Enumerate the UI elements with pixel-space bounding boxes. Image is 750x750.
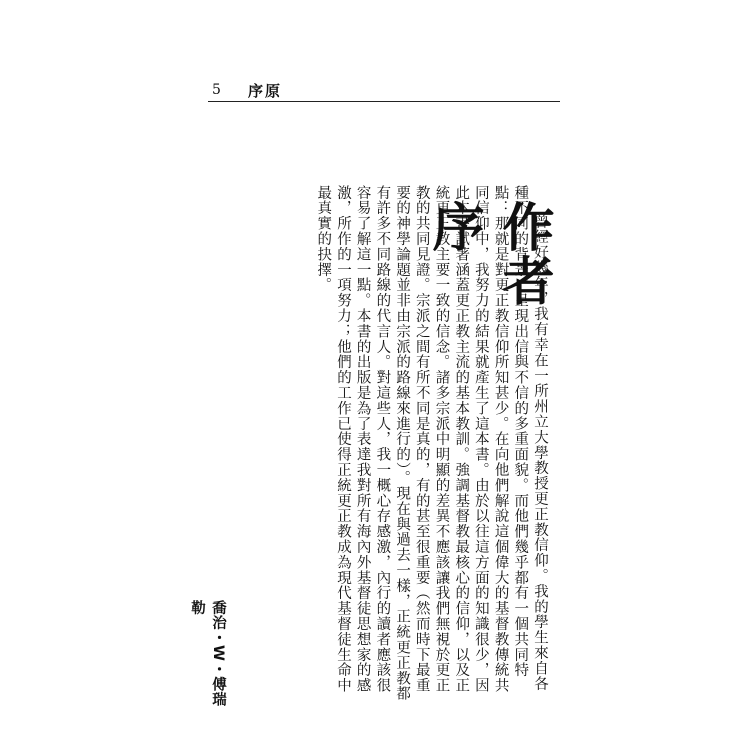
author-signature: 喬治・W・傅瑞勒 <box>189 600 226 707</box>
page-title: 作者序 <box>423 200 553 308</box>
page-number: 5 <box>212 82 221 98</box>
header-rule <box>208 101 560 102</box>
paragraph: 曾經好幾年，我有幸在一所州立大學教授更正教信仰。我的學生來自各種不同的背景，呈現出信與不信的多重面貌。而他們幾乎都有一個共同特點：那就是對更正教信仰所知甚少。在向他們解說這個偉大的基督教傳統共同信仰中，我努力的結果就產生了這本書。由於以往這方面的知識很少，因此本書試著涵蓋更正教主流的基本教訓。強調基督教最核心的信仰，以及正統更正教主要一致的信念。諸多宗派中明顯的差異不應該讓我們無視於更正教的共同見證。宗派之間有所不同是真的，有的甚至很重要（然而時下最重要的神學論題並非由宗派的路線來進行的）。現在與過去一樣，正統更正教都有許多不同路線的代言人。對這些人，我一概心存感激，內行的讀者應該很容易了解這一點。本書的出版是為了表達我對所有海內外基督徒思想家的感激，所作的一項努力；他們的工作已使得正統更正教成為現代基督徒生命中最真實的抉擇。 <box>315 185 548 702</box>
body-text <box>229 185 549 705</box>
page-header <box>208 80 560 102</box>
running-head: 序原 <box>248 82 283 100</box>
